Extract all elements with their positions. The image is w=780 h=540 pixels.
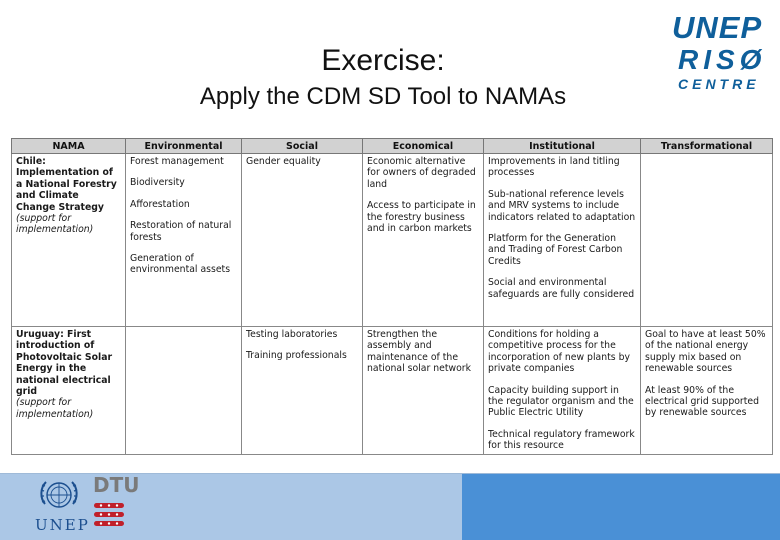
cell-environmental: [126, 154, 242, 327]
cell-environmental: [126, 327, 242, 455]
cell-social: [242, 327, 363, 455]
list-item: Generation of environmental assets: [130, 253, 231, 276]
list-item: Technical regulatory framework for this resource: [488, 428, 635, 452]
cell-institutional: [484, 154, 641, 327]
header-environmental: Environmental: [126, 139, 242, 154]
list-item: Access to participate in the forestry business and in carbon markets: [367, 200, 476, 235]
list-item: Sub-national reference levels and MRV systems to include indicators related to adaptation: [488, 188, 636, 223]
logo-line-2: RISØ: [678, 44, 767, 75]
unep-riso-logo: [672, 10, 772, 90]
logo-line-1: UNEP: [672, 10, 763, 45]
list-item: At least 90% of the electrical grid supported by renewable sources: [645, 384, 760, 419]
list-item: Economic alternative for owners of degraded land: [367, 156, 476, 190]
list-item: Afforestation: [130, 198, 190, 210]
list-item: Restoration of natural forests: [130, 220, 232, 243]
cell-social: [242, 154, 363, 327]
nama-name: Chile: Implementation of a National Forestry and Climate Change Strategy: [16, 156, 117, 213]
list-item: Social and environmental safeguards are fully considered: [488, 277, 635, 300]
nama-table: [11, 138, 773, 455]
header-institutional: Institutional: [484, 139, 641, 154]
list-item: Improvements in land titling processes: [488, 156, 620, 179]
nama-name: Uruguay: First introduction of Photovoltaic Solar Energy in the national electrical grid: [16, 329, 113, 398]
cell-transformational: [641, 154, 773, 327]
cell-nama: [12, 154, 126, 327]
footer-band-right: [462, 474, 780, 540]
logo-line-3: CENTRE: [678, 76, 760, 92]
list-item: Capacity building support in the regulator organism and the Public Electric Utility: [488, 384, 634, 419]
list-item: Goal to have at least 50% of the national energy supply mix based on renewable sources: [645, 329, 766, 375]
header-transformational: Transformational: [641, 139, 773, 154]
list-item: Conditions for holding a competitive process for the incorporation of new plants by private companies: [488, 329, 630, 375]
table-header-row: [12, 139, 773, 154]
list-item: Biodiversity: [130, 177, 185, 189]
unep-wordmark: UNEP: [35, 516, 90, 534]
cell-economical: [363, 327, 484, 455]
cell-transformational: [641, 327, 773, 455]
nama-note: (support for implementation): [16, 213, 94, 236]
slide-title: Exercise:: [321, 44, 445, 77]
list-item: Training professionals: [246, 350, 347, 362]
list-item: Gender equality: [246, 156, 321, 167]
dtu-logo-icon: [92, 500, 126, 530]
nama-note: (support for implementation): [16, 397, 94, 420]
list-item: Platform for the Generation and Trading of Forest Carbon Credits: [488, 233, 623, 267]
cell-economical: [363, 154, 484, 327]
header-economical: Economical: [363, 139, 484, 154]
slide-subtitle: Apply the CDM SD Tool to NAMAs: [199, 83, 567, 110]
table-row: [12, 327, 773, 455]
cell-institutional: [484, 327, 641, 455]
table-row: [12, 154, 773, 327]
cell-nama: [12, 327, 126, 455]
un-emblem-icon: [36, 476, 82, 516]
dtu-wordmark: DTU: [93, 473, 140, 497]
list-item: Testing laboratories: [246, 329, 338, 340]
header-social: Social: [242, 139, 363, 154]
list-item: Forest management: [130, 156, 224, 167]
list-item: Strengthen the assembly and maintenance of the national solar network: [367, 329, 471, 375]
header-nama: NAMA: [12, 139, 126, 154]
